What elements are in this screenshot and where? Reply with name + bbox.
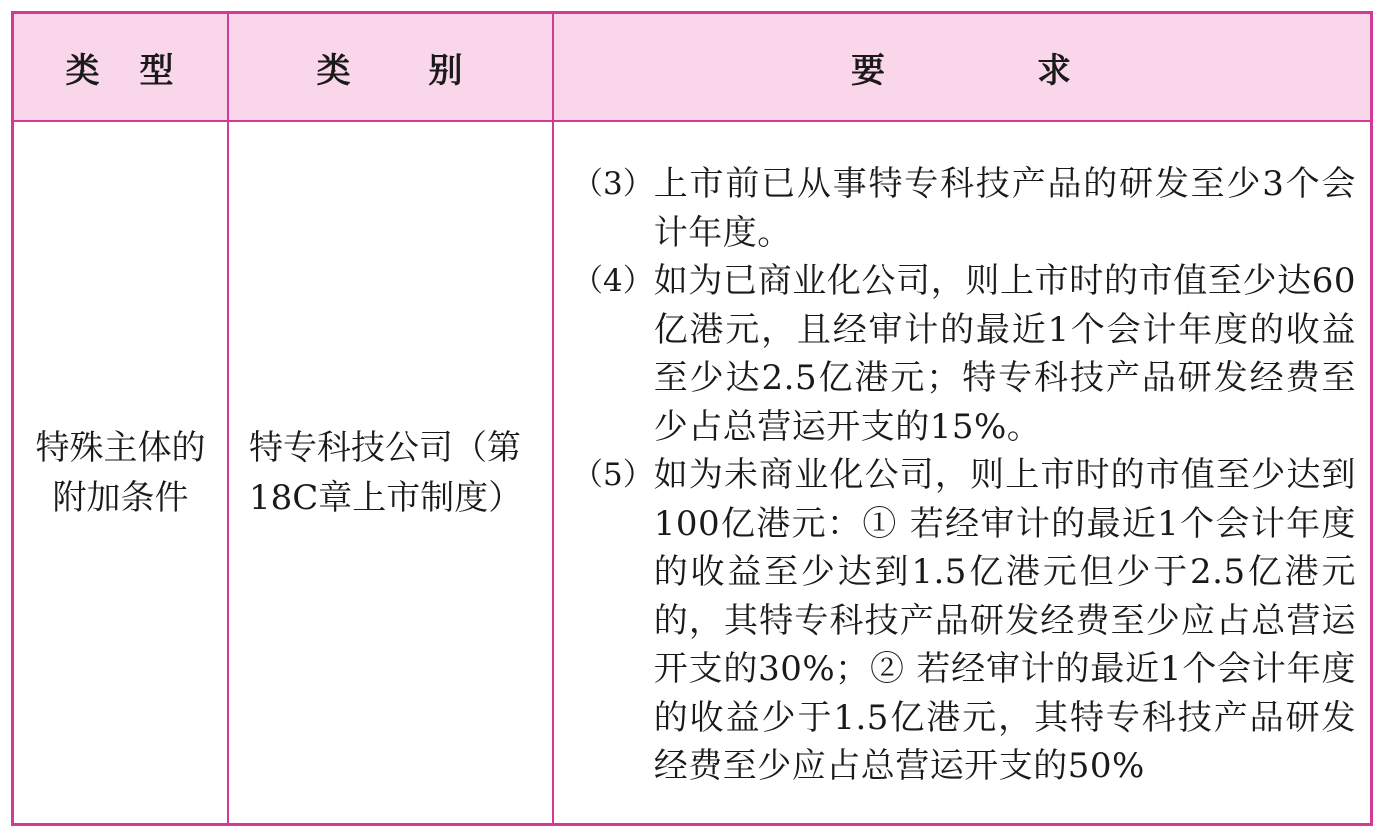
cell-type [14, 122, 229, 823]
header-type [14, 14, 229, 122]
header-requirement-char-1: 要 [851, 50, 887, 91]
cell-type-text: 特殊主体的附加条件 [35, 427, 206, 518]
header-category [229, 14, 554, 122]
header-type-char-2: 型 [139, 50, 176, 91]
cell-category-text: 特专科技公司（第18C章上市制度） [249, 427, 523, 518]
requirements-table [11, 11, 1373, 826]
header-type-char-1: 类 [65, 50, 102, 91]
requirement-text: 上市前已从事特专科技产品的研发至少3个会计年度。 [653, 164, 1356, 253]
header-category-char-2: 别 [428, 50, 465, 91]
cell-requirements [554, 122, 1370, 823]
header-category-char-1: 类 [316, 50, 353, 91]
header-requirement [554, 14, 1370, 122]
header-requirement-char-2: 求 [1037, 50, 1073, 91]
requirement-item [572, 257, 1356, 451]
requirement-item [572, 451, 1356, 791]
requirement-number: （5） [572, 457, 654, 493]
requirement-number: （3） [572, 166, 654, 202]
cell-category [229, 122, 554, 823]
requirement-text: 如为已商业化公司，则上市时的市值至少达60亿港元，且经审计的最近1个会计年度的收益至少达2.5亿港元；特专科技产品研发经费至少占总营运开支的15%。 [653, 261, 1356, 447]
requirement-number: （4） [572, 263, 654, 299]
requirement-item [572, 160, 1356, 257]
requirement-text: 如为未商业化公司，则上市时的市值至少达到100亿港元：① 若经审计的最近1个会计年度的收益至少达到1.5亿港元但少于2.5亿港元的，其特专科技产品研发经费至少应占总营运开支的30%；② 若经审计的最近1个会计年度的收益少于1.5亿港元，其特专科技产品研发经费至少应占总营运开支的50% [653, 455, 1356, 786]
